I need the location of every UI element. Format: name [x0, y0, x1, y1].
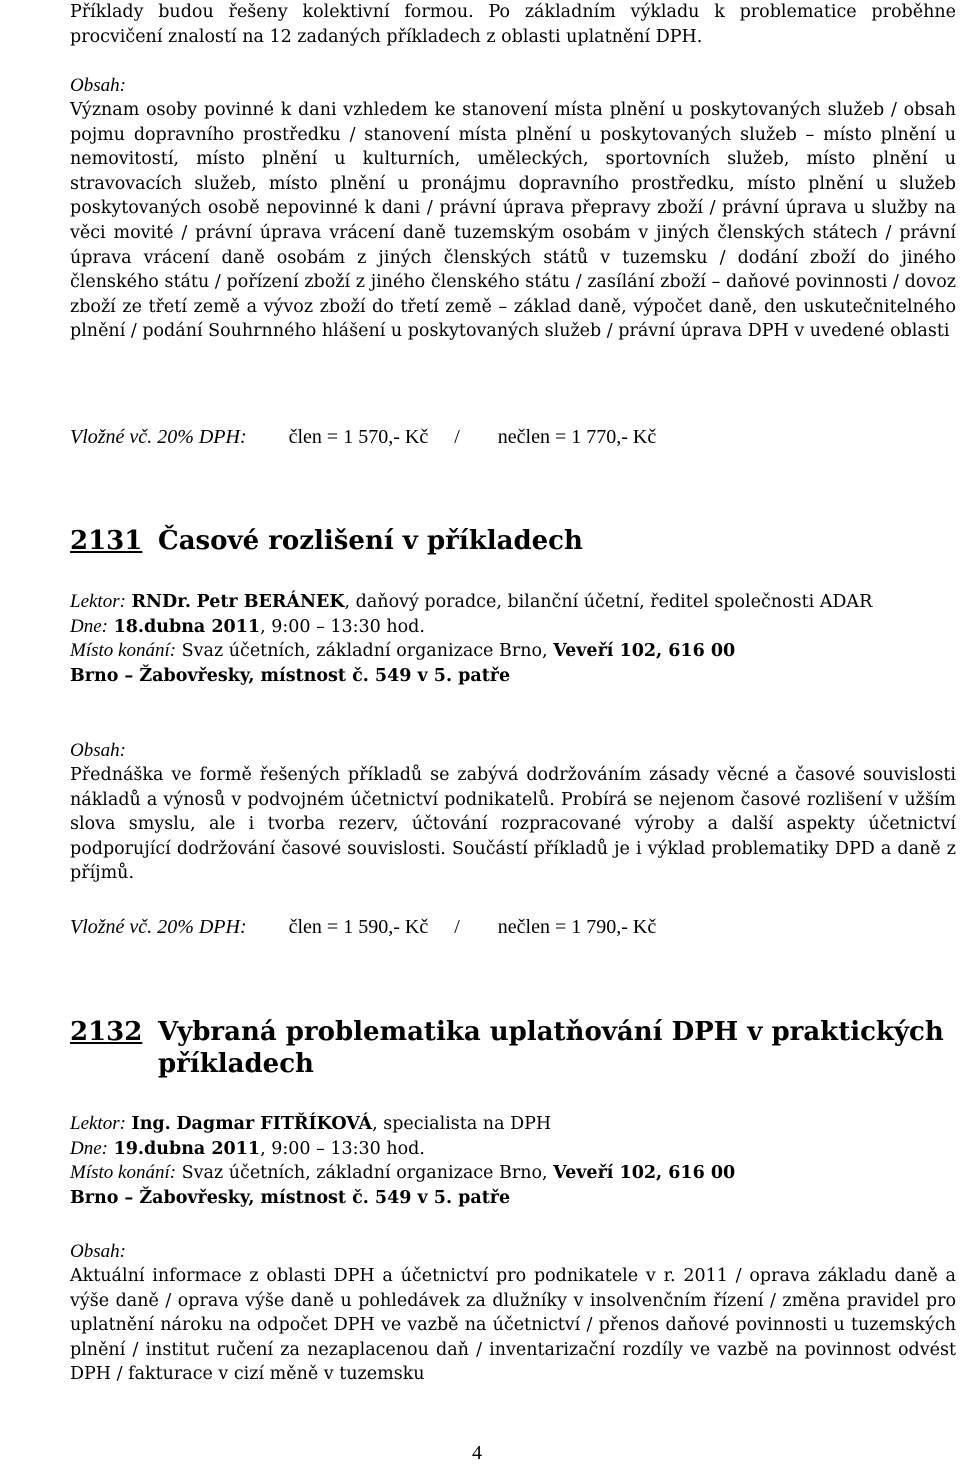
section-contents: [70, 739, 956, 886]
venue-address: Veveří 102, 616 00: [553, 641, 736, 662]
date-label: Dne:: [70, 1137, 108, 1159]
intro-contents: [70, 74, 956, 344]
venue-address-line2: Brno – Žabovřesky, místnost č. 549 v 5. patře: [70, 1187, 511, 1208]
fee-label: Vložné vč. 20% DPH:: [70, 426, 247, 448]
section-number: 2131: [70, 526, 143, 556]
lecturer-label: Lektor:: [70, 591, 126, 612]
contents-label: Obsah:: [70, 75, 126, 96]
time-value: , 9:00 – 13:30 hod.: [260, 616, 425, 637]
section-heading: [70, 525, 948, 557]
contents-text: Aktuální informace z oblasti DPH a účetnictví pro podnikatele v r. 2011 / oprava základu daně a výše daně / oprava výše daně u pohledávek za dlužníky v insolvenčním řízení / změna pravidel pro uplatnění nároku na odpočet DPH ve vazbě na účetnictví / přenos daňové povinnosti u tuzemských plnění / institut ručení za nezaplacenou daň / inventarizační rozdíly ve vazbě na povinnost odvést DPH / fakturace v cizí měně v tuzemsku: [70, 1266, 956, 1385]
contents-text: Význam osoby povinné k dani vzhledem ke stanovení místa plnění u poskytovaných služeb / obsah pojmu dopravního prostředku / stanovení místa plnění u poskytovaných služeb – místo plnění u nemovitostí, místo plnění u kulturních, uměleckých, sportovních služeb, místo plnění u stravovacích služeb, místo plnění u pronájmu dopravního prostředku, místo plnění u služeb poskytovaných osobě nepovinné k dani / právní úprava přepravy zboží / právní úprava u služby na věci movité / právní úprava vrácení daně tuzemským osobám v jiných členských státech / právní úprava vrácení daně osobám z jiných členských států v tuzemsku / dodání zboží do jiného členského státu / pořízení zboží z jiného členského státu / zasílání zboží – daňové povinnosti / dovoz zboží ze třetí země a vývoz zboží do třetí země – základ daně, výpočet daně, den uskutečnitelného plnění / podání Souhrnného hlášení u poskytovaných služeb / právní úprava DPH v uvedené oblasti: [70, 100, 956, 342]
fee-line: [70, 426, 656, 449]
lecturer-label: Lektor:: [70, 1113, 126, 1134]
fee-separator: /: [454, 426, 460, 448]
fee-member: člen = 1 590,- Kč: [288, 916, 429, 938]
contents-text: Přednáška ve formě řešených příkladů se zabývá dodržováním zásady věcné a časové souvislosti nákladů a výnosů v podvojném účetnictví podnikatelů. Probírá se nejenom časové rozlišení v užším slova smyslu, ale i tvorba rezerv, účtování rozpracované výroby a další aspekty účetnictví podporující dodržování časové souvislosti. Součástí příkladů je i výklad problematiky DPD a daně z příjmů.: [70, 765, 956, 884]
section-heading: [70, 1016, 948, 1080]
lecturer-role: , specialista na DPH: [372, 1114, 552, 1134]
date-label: Dne:: [70, 615, 108, 637]
intro-text: Příklady budou řešeny kolektivní formou. Po základním výkladu k problematice proběhne procvičení znalostí na 12 zadaných příkladech z oblasti uplatnění DPH.: [70, 2, 956, 47]
section-contents: [70, 1240, 956, 1387]
section-title: Vybraná problematika uplatňování DPH v praktických příkladech: [158, 1017, 944, 1079]
date-value: 18.dubna 2011: [113, 616, 261, 637]
venue-org: Svaz účetních, základní organizace Brno,: [181, 1163, 548, 1184]
lecturer-role: , daňový poradce, bilanční účetní, ředitel společnosti ADAR: [344, 592, 873, 612]
section-info: [70, 1112, 956, 1210]
venue-label: Místo konání:: [70, 1162, 177, 1184]
lecturer-name: Petr BERÁNEK: [196, 592, 345, 612]
fee-nonmember: nečlen = 1 790,- Kč: [497, 916, 657, 938]
lecturer-name: Dagmar FITŘÍKOVÁ: [176, 1114, 373, 1134]
section-title: Časové rozlišení v příkladech: [158, 526, 583, 556]
venue-address: Veveří 102, 616 00: [553, 1163, 736, 1184]
time-value: , 9:00 – 13:30 hod.: [260, 1138, 425, 1159]
fee-label: Vložné vč. 20% DPH:: [70, 916, 247, 938]
venue-address-line2: Brno – Žabovřesky, místnost č. 549 v 5. patře: [70, 665, 511, 686]
contents-label: Obsah:: [70, 1241, 126, 1262]
contents-label: Obsah:: [70, 740, 126, 761]
fee-line: [70, 916, 656, 939]
section-info: [70, 590, 956, 688]
lecturer-title: Ing.: [131, 1114, 171, 1134]
lecturer-title: RNDr.: [131, 592, 191, 612]
venue-label: Místo konání:: [70, 640, 177, 662]
venue-org: Svaz účetních, základní organizace Brno,: [181, 641, 548, 662]
section-number: 2132: [70, 1017, 143, 1047]
date-value: 19.dubna 2011: [113, 1138, 261, 1159]
fee-nonmember: nečlen = 1 770,- Kč: [497, 426, 657, 448]
page-number: 4: [472, 1442, 482, 1464]
intro-block: [70, 0, 956, 49]
fee-member: člen = 1 570,- Kč: [288, 426, 429, 448]
fee-separator: /: [454, 916, 460, 938]
